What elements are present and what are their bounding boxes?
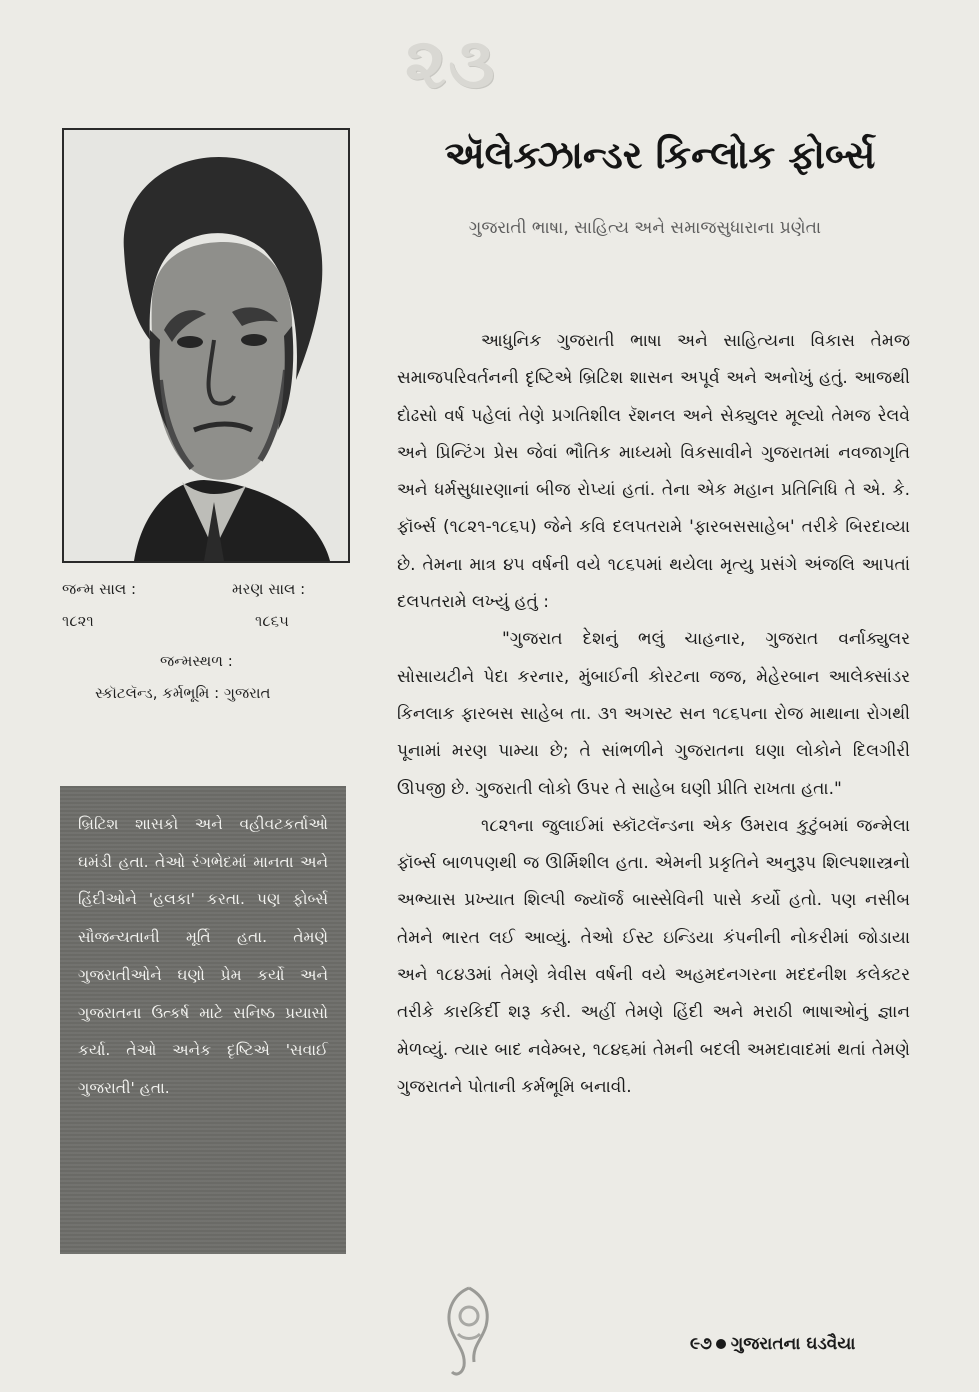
paragraph-quote: "ગુજરાત દેશનું ભલું ચાહનાર, ગુજરાત વર્નાક્યુલર સોસાયટીને પેદા કરનાર, મુંબાઈની કોરટના જજ, મેહેરબાન આલેક્સાંડર કિનલાક ફારબસ સાહેબ તા. ૩૧ અગસ્ટ સન ૧૮૬૫ના રોજ માથાના રોગથી પૂનામાં મરણ પામ્યા છે; તે સાંભળીને ગુજરાતના ઘણા લોકોને દિલગીરી ઊપજી છે. ગુજરાતી લોકો ઉપર તે સાહેબ ઘણી પ્રીતિ રાખતા હતા." <box>397 629 910 799</box>
birthplace-value: સ્કૉટલૅન્ડ, કર્મભૂમિ : ગુજરાત <box>95 684 271 702</box>
paragraph-intro: આધુનિક ગુજરાતી ભાષા અને સાહિત્યના વિકાસ તેમજ સમાજપરિવર્તનની દૃષ્ટિએ બ્રિટિશ શાસન અપૂર્વ અને અનોખું હતું. આજથી દોઢસો વર્ષ પહેલાં તેણે પ્રગતિશીલ રૅશનલ અને સેક્યુલર મૂલ્યો તેમજ રેલવે અને પ્રિન્ટિંગ પ્રેસ જેવાં ભૌતિક માધ્યમો વિકસાવીને ગુજરાતમાં નવજાગૃતિ અને ધર્મસુધારણાનાં બીજ રોપ્યાં હતાં. તેના એક મહાન પ્રતિનિધિ તે એ. કે. ફૉર્બ્સ (૧૮૨૧-૧૮૬૫) જેને કવિ દલપતરામે 'ફારબસસાહેબ' તરીકે બિરદાવ્યા છે. તેમના માત્ર ૪૫ વર્ષની વયે ૧૮૬૫માં થયેલા મૃત્યુ પ્રસંગે અંજલિ આપતાં દલપતરામે લખ્યું હતું : <box>397 331 910 613</box>
page-number: ૯૭ <box>690 1334 712 1354</box>
death-year-value: ૧૮૬૫ <box>255 612 289 630</box>
birth-year-value: ૧૮૨૧ <box>62 612 94 630</box>
bullet-icon <box>716 1339 726 1349</box>
page-subtitle: ગુજરાતી ભાષા, સાહિત્ય અને સમાજસુધારાના પ્રણેતા <box>468 218 822 238</box>
portrait-image <box>62 128 350 563</box>
birthplace-label: જન્મસ્થળ : <box>160 652 233 670</box>
birth-year-label: જન્મ સાલ : <box>62 580 137 598</box>
body-text <box>397 323 910 1106</box>
page-title: ઍલેક્ઝાન્ડર કિન્લોક ફોર્બ્સ <box>444 133 876 177</box>
ornament-icon <box>436 1280 502 1380</box>
portrait-sketch <box>64 130 348 561</box>
death-year-label: મરણ સાલ : <box>232 580 306 598</box>
book-title: ગુજરાતના ઘડવૈયા <box>730 1334 856 1354</box>
page-footer <box>690 1330 910 1358</box>
highlight-box <box>60 786 346 1254</box>
paragraph-biography: ૧૮૨૧ના જુલાઈમાં સ્કૉટલૅન્ડના એક ઉમરાવ કુટુંબમાં જન્મેલા ફૉર્બ્સ બાળપણથી જ ઊર્મિશીલ હતા. એમની પ્રકૃતિને અનુરૂપ શિલ્પશાસ્ત્રનો અભ્યાસ પ્રખ્યાત શિલ્પી જ્યૉર્જ બાસ્સેવિની પાસે કર્યો હતો. પણ નસીબ તેમને ભારત લઈ આવ્યું. તેઓ ઈસ્ટ ઇન્ડિયા કંપનીની નોકરીમાં જોડાયા અને ૧૮૪૩માં તેમણે ત્રેવીસ વર્ષની વયે અહમદનગરના મદદનીશ કલેક્ટર તરીકે કારકિર્દી શરૂ કરી. અહીં તેમણે હિંદી અને મરાઠી ભાષાઓનું જ્ઞાન મેળવ્યું. ત્યાર બાદ નવેમ્બર, ૧૮૪૬માં તેમની બદલી અમદાવાદમાં થતાં તેમણે ગુજરાતને પોતાની કર્મભૂમિ બનાવી. <box>397 815 910 1097</box>
highlight-text: બ્રિટિશ શાસકો અને વહીવટકર્તાઓ ઘમંડી હતા. તેઓ રંગભેદમાં માનતા અને હિંદીઓને 'હલકા' કરતા. પણ ફોર્બ્સ સૌજન્યતાની મૂર્તિ હતા. તેમણે ગુજરાતીઓને ઘણો પ્રેમ કર્યો અને ગુજરાતના ઉત્કર્ષ માટે સનિષ્ઠ પ્રયાસો કર્યા. તેઓ અનેક દૃષ્ટિએ 'સવાઈ ગુજરાતી' હતા. <box>78 815 328 1097</box>
chapter-number: ૨૩ <box>405 22 497 104</box>
